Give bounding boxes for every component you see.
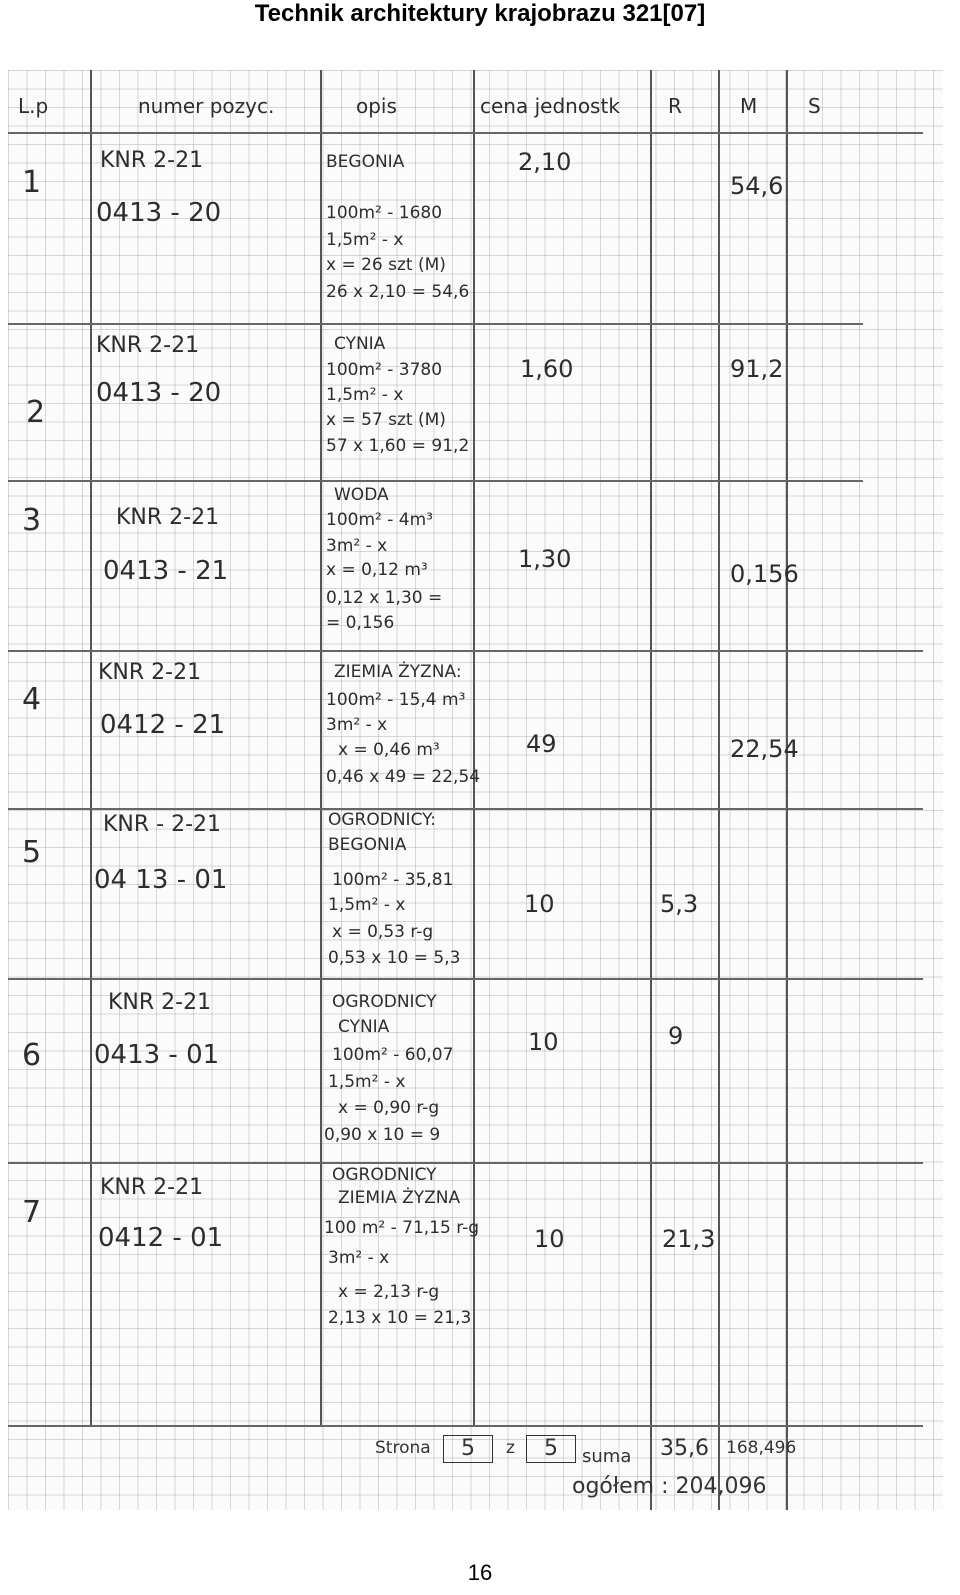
row-m: 91,2 (730, 355, 784, 383)
row-code: 0412 - 21 (100, 710, 226, 740)
row-desc-line: 0,90 x 10 = 9 (324, 1125, 441, 1145)
row-code: 04 13 - 01 (94, 865, 228, 895)
row-lp: 7 (22, 1195, 42, 1230)
row-lp: 1 (22, 165, 42, 200)
row-knr: KNR - 2-21 (103, 812, 222, 837)
row-desc-line: 100m² - 60,07 (332, 1045, 454, 1065)
row-lp: 2 (26, 395, 46, 430)
row-cena: 10 (528, 1028, 559, 1056)
row-knr: KNR 2-21 (108, 990, 212, 1015)
row-desc-line: 1,5m² - x (326, 385, 404, 405)
suma-m-value: 168,496 (726, 1438, 797, 1458)
row-code: 0413 - 20 (96, 378, 222, 408)
row-knr: KNR 2-21 (98, 660, 202, 685)
row-desc-line: 100m² - 35,81 (332, 870, 454, 890)
header-divider (8, 132, 923, 134)
row-desc-line: 0,12 x 1,30 = (326, 588, 443, 608)
row-m: 0,156 (730, 560, 799, 588)
row-divider (8, 808, 923, 810)
ogolem-total: ogółem : 204,096 (572, 1474, 767, 1499)
row-desc-line: OGRODNICY (332, 992, 437, 1012)
row-divider (8, 1162, 923, 1164)
row-m: 54,6 (730, 172, 784, 200)
row-desc-line: 100m² - 15,4 m³ (326, 690, 466, 710)
row-desc-line: x = 0,46 m³ (338, 740, 440, 760)
row-desc-line: 100m² - 1680 (326, 203, 443, 223)
column-header-numer: numer pozyc. (138, 94, 275, 118)
table-bottom-line (8, 1425, 923, 1427)
column-divider (320, 70, 322, 1425)
row-desc-line: 1,5m² - x (328, 895, 406, 915)
row-desc-line: ZIEMIA ŻYZNA (338, 1188, 461, 1208)
row-desc-line: WODA (334, 485, 389, 505)
page-total-box: 5 (526, 1435, 576, 1463)
row-knr: KNR 2-21 (116, 505, 220, 530)
row-desc-line: 3m² - x (328, 1248, 390, 1268)
row-desc-line: 100m² - 3780 (326, 360, 443, 380)
row-desc-line: 0,53 x 10 = 5,3 (328, 948, 461, 968)
page-separator: z (506, 1438, 515, 1458)
row-cena: 49 (526, 730, 557, 758)
strona-label: Strona (375, 1438, 431, 1458)
row-code: 0412 - 01 (98, 1223, 224, 1253)
row-cena: 1,60 (520, 355, 574, 383)
row-divider (8, 480, 863, 482)
column-header-lp: L.p (18, 94, 49, 118)
row-r: 9 (668, 1022, 684, 1050)
column-divider (650, 70, 652, 1510)
cost-estimate-sheet (8, 70, 943, 1510)
column-divider (786, 70, 788, 1510)
row-desc-line: OGRODNICY (332, 1165, 437, 1185)
page-current-box: 5 (443, 1435, 493, 1463)
row-desc-line: OGRODNICY: (328, 810, 436, 830)
row-lp: 5 (22, 835, 42, 870)
row-cena: 1,30 (518, 545, 572, 573)
page-title: Technik architektury krajobrazu 321[07] (254, 0, 706, 27)
row-code: 0413 - 20 (96, 198, 222, 228)
row-lp: 3 (22, 503, 42, 538)
page-number: 16 (467, 1560, 493, 1585)
row-desc-line: 2,13 x 10 = 21,3 (328, 1308, 472, 1328)
row-desc-line: 1,5m² - x (328, 1072, 406, 1092)
row-desc-line: 57 x 1,60 = 91,2 (326, 436, 470, 456)
row-knr: KNR 2-21 (100, 148, 204, 173)
row-lp: 4 (22, 682, 42, 717)
column-header-opis: opis (356, 94, 397, 118)
row-cena: 10 (524, 890, 555, 918)
row-divider (8, 650, 923, 652)
row-desc-line: CYNIA (338, 1017, 390, 1037)
column-header-r: R (668, 94, 682, 118)
suma-label: suma (582, 1446, 632, 1467)
row-desc-line: x = 26 szt (M) (326, 255, 446, 275)
column-header-cena: cena jednostk (480, 94, 620, 118)
row-desc-line: 3m² - x (326, 715, 388, 735)
row-desc-line: 100m² - 4m³ (326, 510, 433, 530)
row-lp: 6 (22, 1038, 42, 1073)
row-code: 0413 - 01 (94, 1040, 220, 1070)
row-desc-line: BEGONIA (326, 152, 405, 172)
row-m: 22,54 (730, 735, 799, 763)
row-cena: 10 (534, 1225, 565, 1253)
row-knr: KNR 2-21 (100, 1175, 204, 1200)
row-desc-line: 26 x 2,10 = 54,6 (326, 282, 470, 302)
row-desc-line: 1,5m² - x (326, 230, 404, 250)
row-desc-line: x = 2,13 r-g (338, 1282, 440, 1302)
row-desc-line: = 0,156 (326, 613, 395, 633)
column-header-s: S (808, 94, 821, 118)
row-cena: 2,10 (518, 148, 572, 176)
row-desc-line: 3m² - x (326, 536, 388, 556)
column-divider (90, 70, 92, 1425)
column-divider (718, 70, 720, 1510)
row-r: 21,3 (662, 1225, 716, 1253)
row-desc-line: BEGONIA (328, 835, 407, 855)
row-code: 0413 - 21 (103, 556, 229, 586)
row-desc-line: 100 m² - 71,15 r-g (324, 1218, 480, 1238)
row-divider (8, 978, 923, 980)
row-desc-line: CYNIA (334, 334, 386, 354)
row-desc-line: x = 57 szt (M) (326, 410, 446, 430)
row-desc-line: 0,46 x 49 = 22,54 (326, 767, 481, 787)
row-desc-line: ZIEMIA ŻYZNA: (334, 662, 462, 682)
suma-r-value: 35,6 (660, 1436, 709, 1461)
row-desc-line: x = 0,53 r-g (332, 922, 434, 942)
row-r: 5,3 (660, 890, 699, 918)
row-knr: KNR 2-21 (96, 333, 200, 358)
row-desc-line: x = 0,90 r-g (338, 1098, 440, 1118)
row-desc-line: x = 0,12 m³ (326, 560, 428, 580)
row-divider (8, 323, 863, 325)
column-header-m: M (740, 94, 758, 118)
